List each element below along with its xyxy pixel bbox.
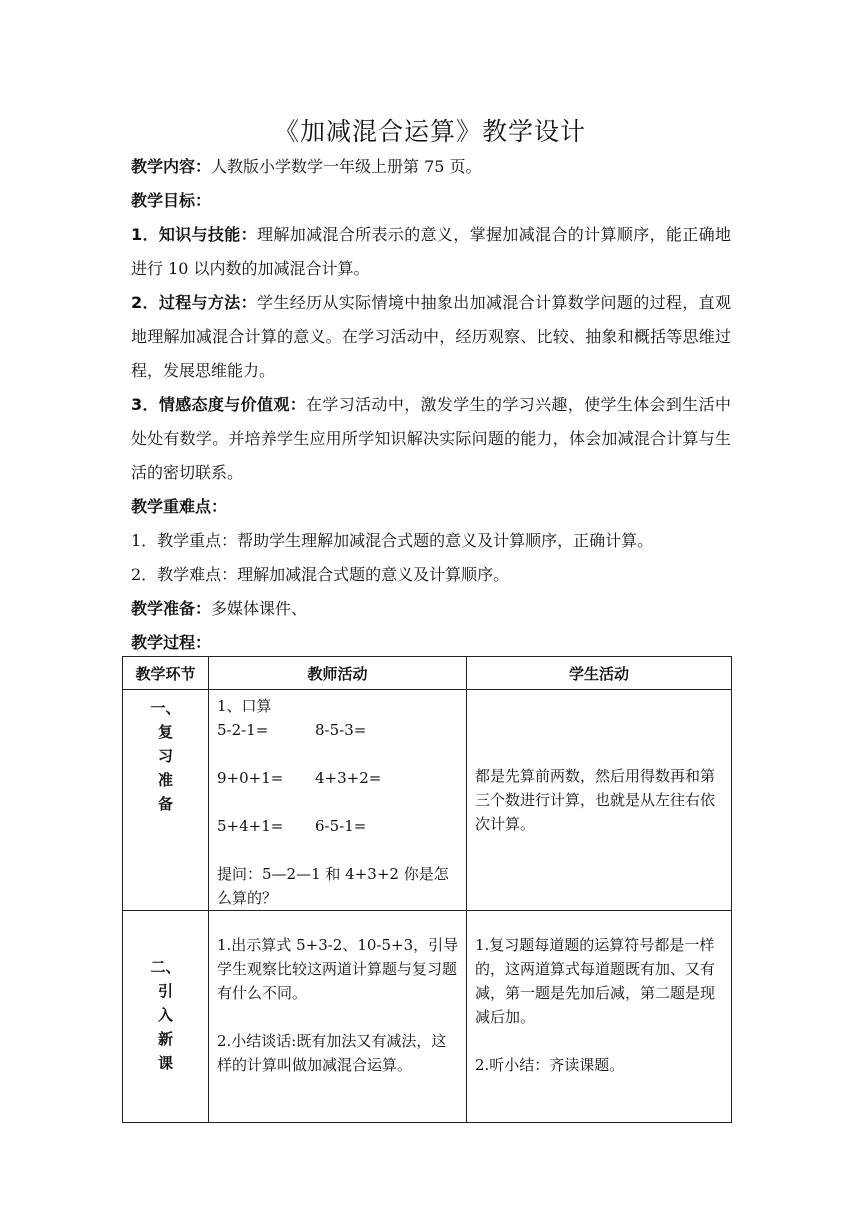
calc-item: 8-5-3= xyxy=(315,721,367,739)
calc-item: 6-5-1= xyxy=(315,817,367,835)
preparation-text: 多媒体课件、 xyxy=(211,599,308,618)
stage-char: 一、 xyxy=(150,699,181,717)
stage-char: 备 xyxy=(157,795,173,813)
objective-3 xyxy=(131,388,731,490)
keypoints-heading: 教学重难点： xyxy=(131,497,228,516)
stage-char: 引 xyxy=(157,982,173,1000)
objective-1 xyxy=(131,218,731,286)
calc-item: 9+0+1= xyxy=(217,769,284,787)
table-row xyxy=(123,690,732,911)
teacher-text: 1.出示算式 5+3-2、10-5+3，引导学生观察比较这两道计算题与复习题有什么不同。 xyxy=(217,936,459,1002)
oral-calc-title: 1、口算 xyxy=(217,697,272,715)
calc-item: 5-2-1= xyxy=(217,721,269,739)
stage-char: 习 xyxy=(157,747,173,765)
content-text: 人教版小学数学一年级上册第 75 页。 xyxy=(211,157,482,176)
student-text: 都是先算前两数，然后用得数再和第三个数进行计算，也就是从左往右依次计算。 xyxy=(475,767,716,833)
question-text: 提问：5—2—1 和 4+3+2 你是怎么算的？ xyxy=(217,865,449,907)
table-header: 学生活动 xyxy=(467,657,732,690)
student-activity-cell xyxy=(467,690,732,911)
calc-item: 4+3+2= xyxy=(315,769,382,787)
content-line xyxy=(131,150,731,184)
teacher-activity-cell xyxy=(209,911,467,1123)
objective-label: 1．知识与技能： xyxy=(131,225,257,244)
keypoint-1: 1．教学重点：帮助学生理解加减混合式题的意义及计算顺序，正确计算。 xyxy=(131,531,654,550)
calc-item: 5+4+1= xyxy=(217,817,284,835)
stage-cell xyxy=(123,911,209,1123)
process-heading: 教学过程： xyxy=(131,633,212,652)
objective-2 xyxy=(131,286,731,388)
calc-row xyxy=(217,814,460,838)
student-text: 2.听小结：齐读课题。 xyxy=(475,1056,625,1074)
stage-char: 新 xyxy=(157,1030,173,1048)
objective-text: 理解加减混合所表示的意义，掌握加减混合的计算顺序，能正确地进行 10 以内数的加减混合计算。 xyxy=(131,225,731,278)
table-header-row xyxy=(123,657,732,690)
stage-char: 入 xyxy=(157,1006,173,1024)
calc-row xyxy=(217,718,460,742)
objective-label: 3．情感态度与价值观： xyxy=(131,395,307,414)
preparation-line xyxy=(131,592,731,626)
teacher-activity-cell xyxy=(209,690,467,911)
stage-char: 准 xyxy=(157,771,173,789)
student-text: 1.复习题每道题的运算符号都是一样的，这两道算式每道题既有加、又有减，第一题是先加后减，第二题是现减后加。 xyxy=(475,936,716,1026)
page-title: 《加减混合运算》教学设计 xyxy=(273,117,586,146)
objectives-heading: 教学目标： xyxy=(131,191,212,210)
content-label: 教学内容： xyxy=(131,157,212,176)
preparation-label: 教学准备： xyxy=(131,599,212,618)
table-header: 教师活动 xyxy=(209,657,467,690)
process-table xyxy=(122,656,732,1123)
table-header: 教学环节 xyxy=(123,657,209,690)
stage-char: 二、 xyxy=(150,958,181,976)
stage-char: 课 xyxy=(157,1054,173,1072)
objective-text: 在学习活动中，激发学生的学习兴趣，使学生体会到生活中处处有数学。并培养学生应用所学知识解决实际问题的能力，体会加减混合计算与生活的密切联系。 xyxy=(131,395,731,482)
calc-row xyxy=(217,766,460,790)
stage-cell xyxy=(123,690,209,911)
objective-text: 学生经历从实际情境中抽象出加减混合计算数学问题的过程，直观地理解加减混合计算的意义。在学习活动中，经历观察、比较、抽象和概括等思维过程，发展思维能力。 xyxy=(131,293,731,380)
stage-char: 复 xyxy=(157,723,173,741)
table-row xyxy=(123,911,732,1123)
student-activity-cell xyxy=(467,911,732,1123)
keypoint-2: 2．教学难点：理解加减混合式题的意义及计算顺序。 xyxy=(131,565,510,584)
teacher-text: 2.小结谈话:既有加法又有减法，这样的计算叫做加减混合运算。 xyxy=(217,1032,447,1074)
objective-label: 2．过程与方法： xyxy=(131,293,257,312)
